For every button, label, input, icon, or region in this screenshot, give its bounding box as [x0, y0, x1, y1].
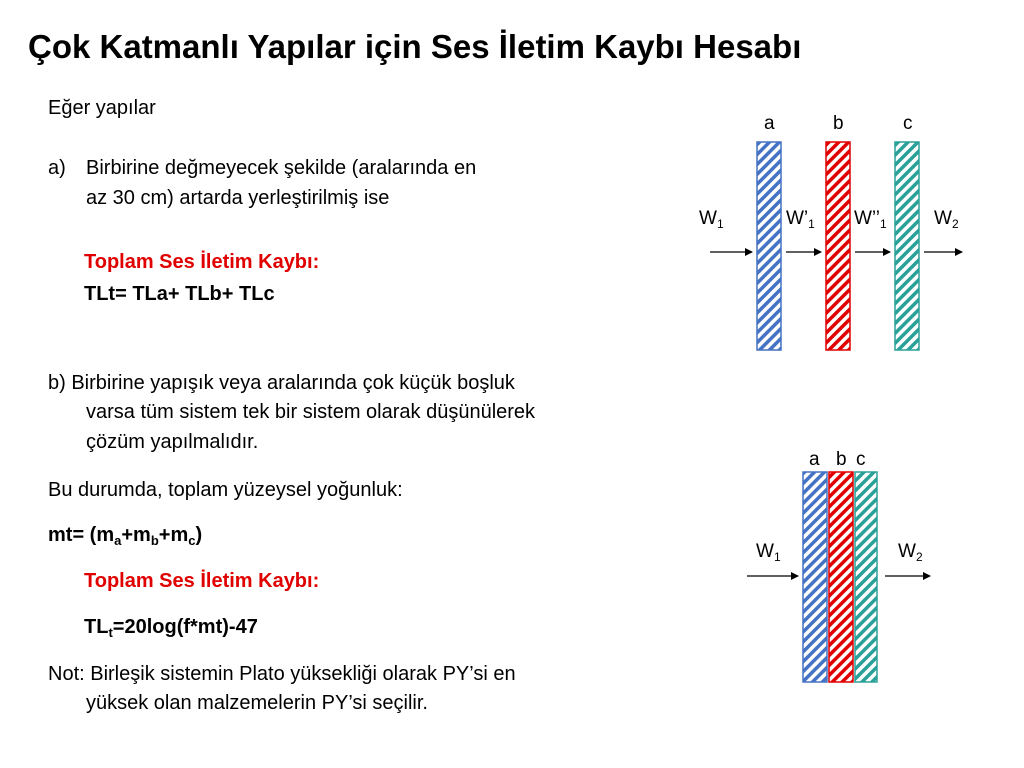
top-w1-text: W [699, 208, 717, 229]
case-b-loss-label: Toplam Ses İletim Kaybı: [84, 570, 320, 592]
top-w1pp-text: W’’ [854, 208, 881, 229]
bottom-layers-diagram [730, 465, 950, 690]
slide-title: Çok Katmanlı Yapılar için Ses İletim Kaybı Hesabı [28, 28, 802, 65]
mt-plus-2: +m [158, 524, 189, 546]
bottom-label-a: a [809, 449, 820, 470]
tl-main: TL [84, 616, 109, 638]
tl-sub: t [108, 625, 113, 640]
bottom-label-c: c [856, 449, 866, 470]
tl-formula [84, 613, 258, 641]
case-b-line-1: b) Birbirine yapışık veya aralarında çok küçük boşluk [48, 372, 515, 394]
top-layers-diagram [690, 130, 990, 360]
top-label-c: c [903, 113, 913, 134]
bottom-label-b: b [836, 449, 847, 470]
density-intro: Bu durumda, toplam yüzeysel yoğunluk: [48, 479, 403, 501]
case-b-line-3: çözüm yapılmalıdır. [86, 431, 259, 453]
top-w1-sub: 1 [716, 217, 724, 231]
top-layer-a [757, 142, 781, 350]
mt-sub-c: c [188, 533, 196, 548]
case-a-line-2: az 30 cm) artarda yerleştirilmiş ise [86, 187, 390, 209]
case-a-line-1: Birbirine değmeyecek şekilde (aralarında en [86, 157, 477, 179]
intro-text: Eğer yapılar [48, 97, 156, 119]
bottom-layer-a [803, 472, 827, 682]
note-line-1: Not: Birleşik sistemin Plato yüksekliği olarak PY’si en [48, 663, 516, 685]
mt-sub-a: a [114, 533, 122, 548]
bottom-w2-label [898, 541, 923, 563]
mt-formula [48, 521, 202, 549]
tl-rest: =20log(f*mt)-47 [112, 616, 258, 638]
bottom-w2-sub: 2 [915, 550, 923, 564]
case-b-line-2: varsa tüm sistem tek bir sistem olarak düşünülerek [86, 401, 536, 423]
mt-close: ) [195, 524, 203, 546]
bottom-w1-label [756, 541, 781, 563]
top-w2-text: W [934, 208, 952, 229]
note-line-2: yüksek olan malzemelerin PY’si seçilir. [86, 692, 428, 714]
top-label-a: a [764, 113, 775, 134]
top-w2-sub: 2 [951, 217, 959, 231]
top-w2-label [934, 208, 959, 230]
top-w1p-label [786, 208, 815, 230]
bottom-layer-b [829, 472, 853, 682]
mt-plus-1: +m [121, 524, 151, 546]
top-label-b: b [833, 113, 844, 134]
bottom-w1-text: W [756, 541, 774, 562]
top-w1pp-sub: 1 [880, 217, 887, 231]
bottom-w1-sub: 1 [773, 550, 781, 564]
top-w1pp-label [854, 208, 887, 230]
case-a-marker: a) [48, 157, 66, 179]
top-w1p-text: W’ [786, 208, 809, 229]
mt-prefix: mt= (m [48, 524, 115, 546]
mt-sub-b: b [150, 533, 159, 548]
top-w1-label [699, 208, 724, 230]
top-layer-b [826, 142, 850, 350]
case-a-formula: TLt= TLa+ TLb+ TLc [84, 283, 275, 305]
top-layer-c [895, 142, 919, 350]
top-w1p-sub: 1 [808, 217, 815, 231]
case-a-loss-label: Toplam Ses İletim Kaybı: [84, 251, 320, 273]
bottom-w2-text: W [898, 541, 916, 562]
bottom-layer-c [855, 472, 877, 682]
